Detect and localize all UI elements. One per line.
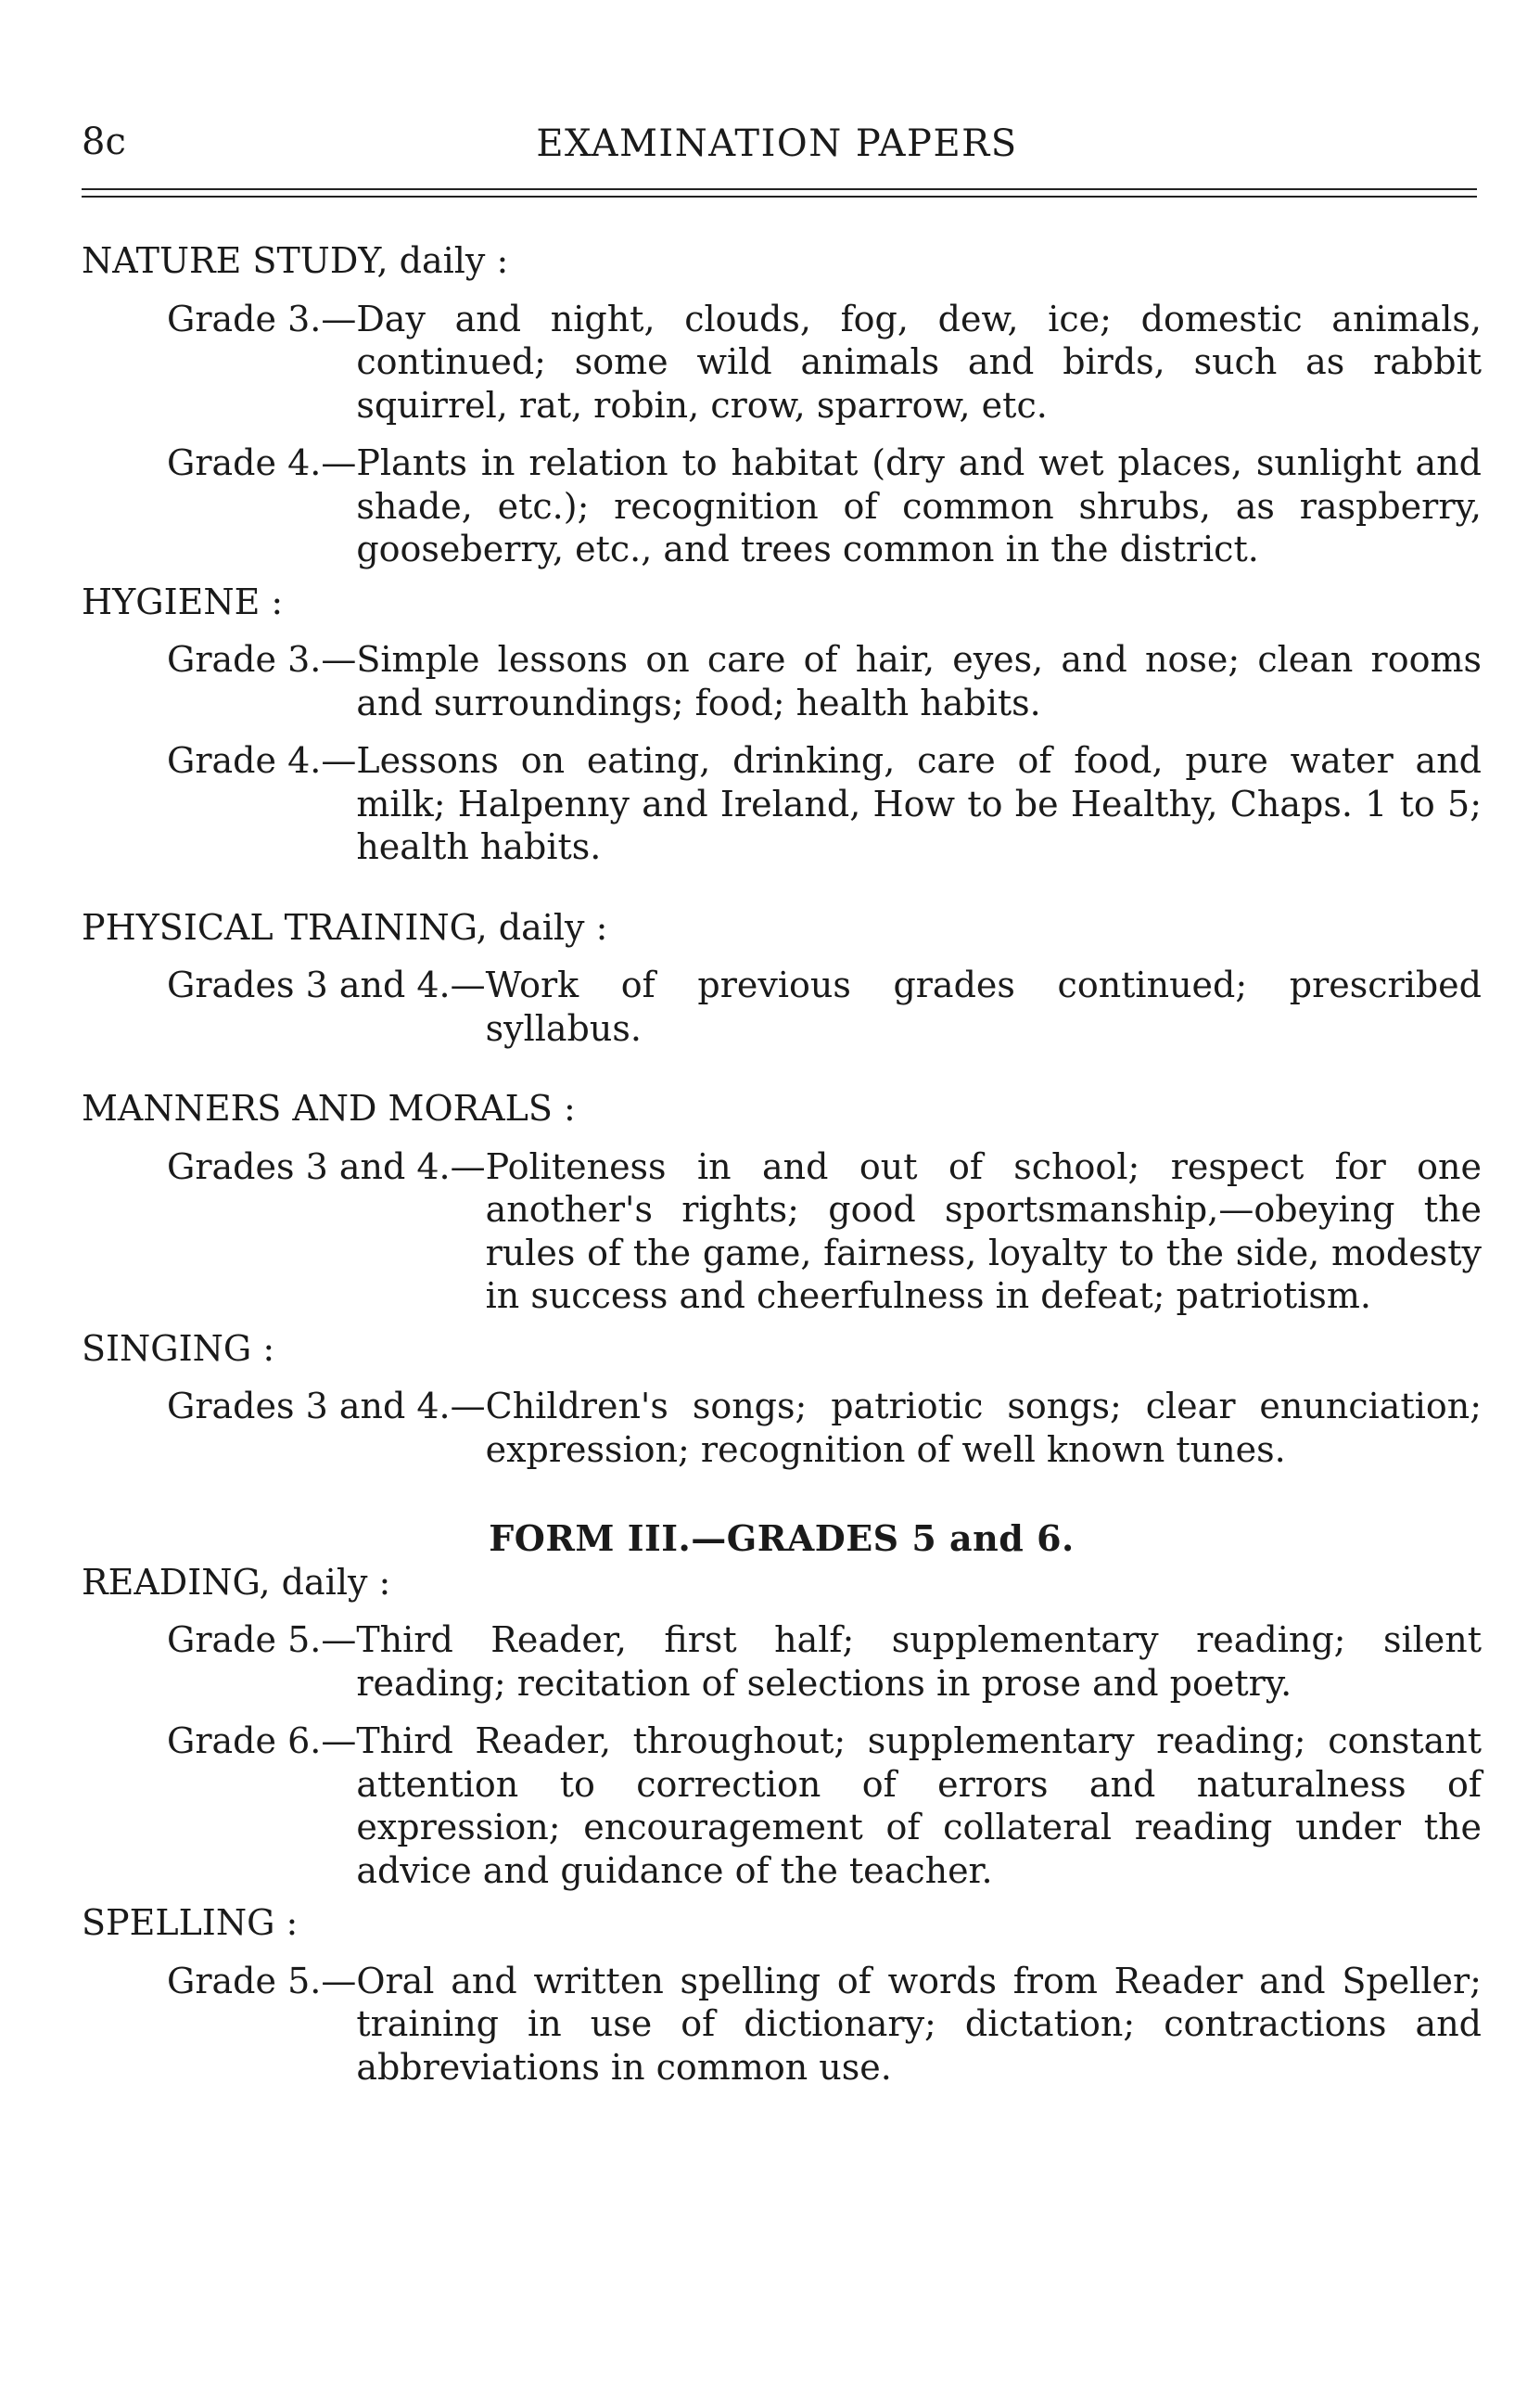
form-title: FORM III.—GRADES 5 and 6. bbox=[489, 1517, 1075, 1559]
grade-text: Day and night, clouds, fog, dew, ice; domestic animals, continued; some wild animals and birds, such as rabbit squirrel, rat, robin, crow, sparrow, etc. bbox=[356, 298, 1482, 426]
page-body bbox=[82, 239, 1482, 2098]
grade-item bbox=[167, 1960, 1482, 2090]
section-heading: SINGING : bbox=[82, 1327, 275, 1369]
grade-item bbox=[167, 739, 1482, 869]
grade-text: Children's songs; patriotic songs; clear enunciation; expression; recognition of well known tunes. bbox=[485, 1386, 1482, 1470]
section-heading: READING, daily : bbox=[82, 1561, 391, 1603]
section-manners-and-morals bbox=[82, 1087, 1482, 1318]
grade-item bbox=[167, 1145, 1482, 1318]
grade-label: Grade 5.— bbox=[167, 1960, 357, 2001]
section-heading: HYGIENE : bbox=[82, 581, 284, 622]
grade-item bbox=[167, 441, 1482, 571]
grade-text: Third Reader, first half; supplementary reading; silent reading; recitation of selections in prose and poetry. bbox=[356, 1619, 1482, 1704]
grade-label: Grade 3.— bbox=[167, 298, 357, 339]
grade-label: Grades 3 and 4.— bbox=[167, 1145, 486, 1187]
running-title: EXAMINATION PAPERS bbox=[536, 122, 1018, 165]
section-heading: PHYSICAL TRAINING, daily : bbox=[82, 906, 608, 948]
grade-label: Grade 6.— bbox=[167, 1720, 357, 1761]
section-heading: MANNERS AND MORALS : bbox=[82, 1088, 576, 1129]
grade-text: Third Reader, throughout; supplementary reading; constant attention to correction of errors and naturalness of expression; encouragement of collateral reading under the advice and guidance of the teacher. bbox=[356, 1720, 1482, 1891]
grade-label: Grades 3 and 4.— bbox=[167, 965, 486, 1005]
grade-label: Grade 3.— bbox=[167, 639, 357, 680]
section-nature-study bbox=[82, 239, 1482, 571]
grade-item bbox=[167, 298, 1482, 428]
section-hygiene bbox=[82, 581, 1482, 869]
grade-item bbox=[167, 1385, 1482, 1471]
header-rule-top bbox=[82, 188, 1477, 190]
section-physical-training bbox=[82, 906, 1482, 1051]
section-singing bbox=[82, 1327, 1482, 1472]
grade-label: Grade 4.— bbox=[167, 740, 357, 781]
header-rule-bottom bbox=[82, 196, 1477, 198]
page-header bbox=[82, 109, 1472, 165]
grade-text: Lessons on eating, drinking, care of food, pure water and milk; Halpenny and Ireland, How to be Healthy, Chaps. 1 to 5; health habits. bbox=[356, 740, 1482, 867]
section-spelling bbox=[82, 1901, 1482, 2089]
grade-item bbox=[167, 964, 1482, 1050]
grade-item bbox=[167, 1618, 1482, 1705]
grade-text: Plants in relation to habitat (dry and wet places, sunlight and shade, etc.); recognition of common shrubs, as raspberry, gooseberry, etc., and trees common in the district. bbox=[356, 442, 1482, 569]
grade-item bbox=[167, 1719, 1482, 1892]
grade-text: Oral and written spelling of words from Reader and Speller; training in use of dictionary; dictation; contractions and abbreviations in common use. bbox=[356, 1960, 1482, 2088]
grade-item bbox=[167, 638, 1482, 724]
section-reading bbox=[82, 1561, 1482, 1893]
section-heading: SPELLING : bbox=[82, 1902, 299, 1943]
grade-text: Work of previous grades continued; prescribed syllabus. bbox=[485, 965, 1482, 1049]
section-heading: NATURE STUDY, daily : bbox=[82, 240, 509, 281]
grade-label: Grades 3 and 4.— bbox=[167, 1386, 486, 1426]
grade-label: Grade 4.— bbox=[167, 442, 357, 483]
grade-text: Politeness in and out of school; respect for one another's rights; good sportsmanship,—obeying the rules of the game, fairness, loyalty to the side, modesty in success and cheerfulness in defeat; patriotism. bbox=[485, 1145, 1482, 1316]
grade-label: Grade 5.— bbox=[167, 1619, 357, 1660]
grade-text: Simple lessons on care of hair, eyes, and nose; clean rooms and surroundings; food; health habits. bbox=[356, 639, 1482, 723]
page-number: 8c bbox=[82, 121, 126, 163]
